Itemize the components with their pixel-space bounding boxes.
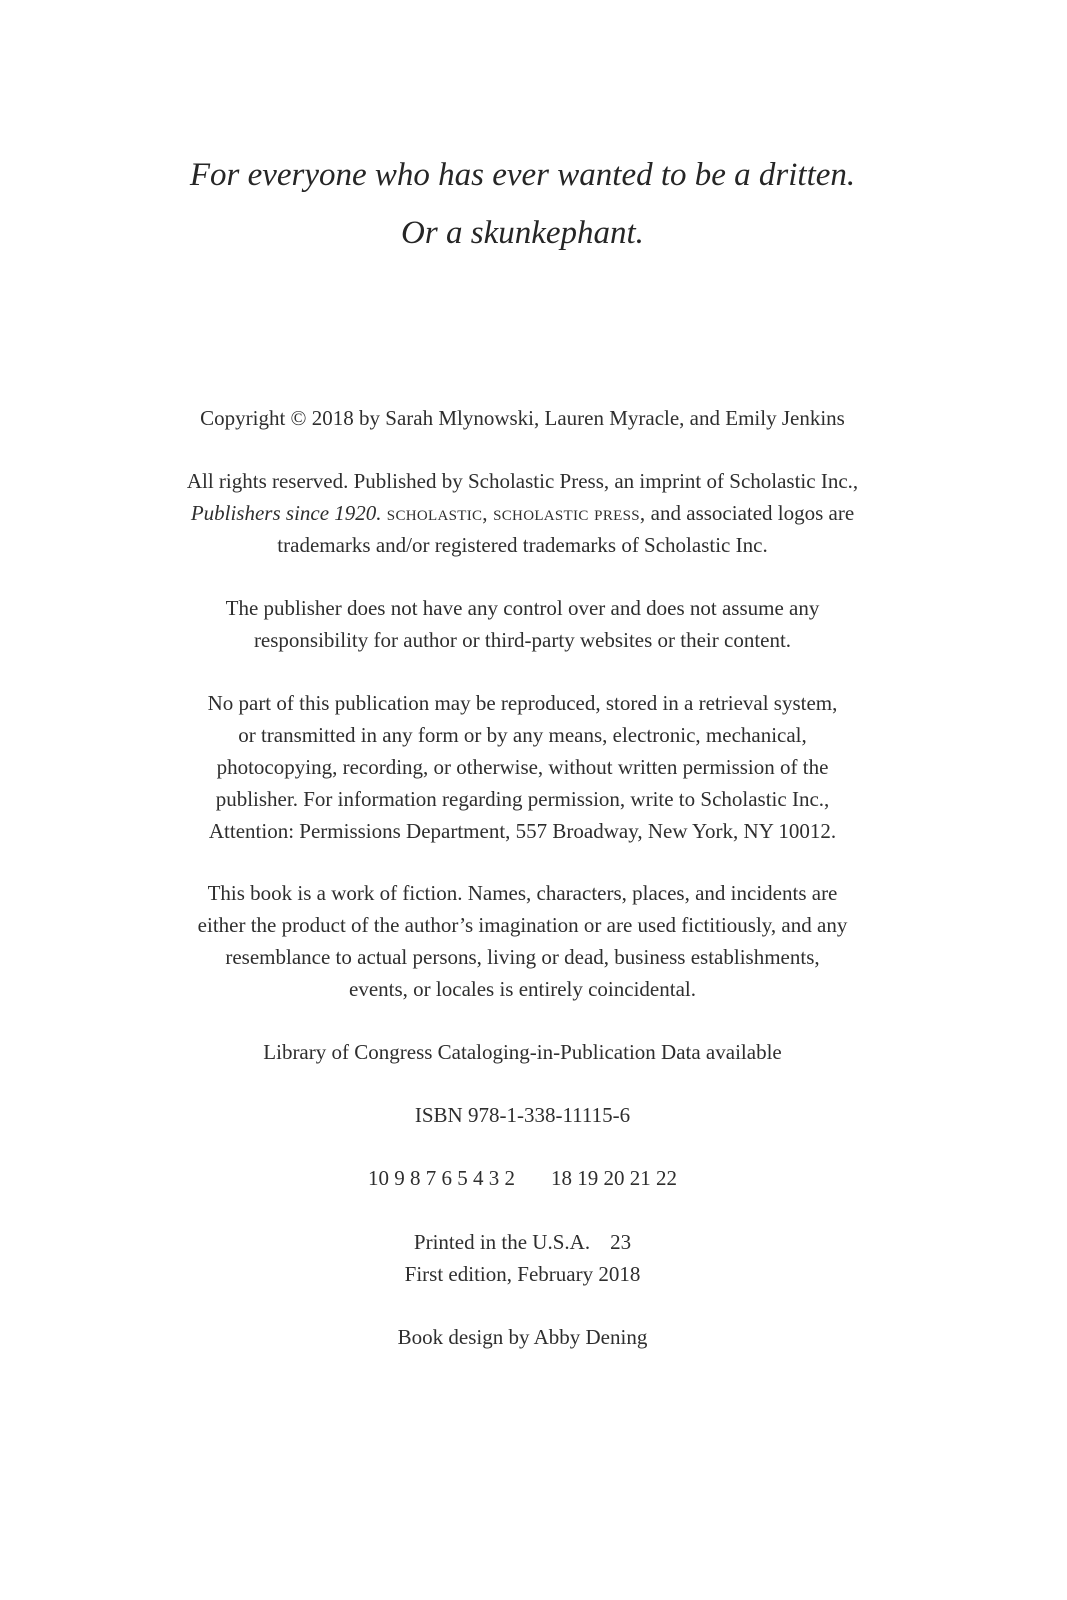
no-part-line-4: publisher. For information regarding permission, write to Scholastic Inc., [215, 787, 830, 811]
no-part-line-3: photocopying, recording, or otherwise, without written permission of the [216, 755, 829, 779]
no-part-line-5: Attention: Permissions Department, 557 Broadway, New York, NY 10012. [208, 819, 837, 843]
printing-years: 18 19 20 21 22 [551, 1166, 677, 1190]
printed-in-line [0, 1226, 1045, 1258]
fiction-line-3: resemblance to actual persons, living or dead, business establishments, [225, 945, 820, 969]
publisher-control-line-1: The publisher does not have any control over and does not assume any [225, 596, 820, 620]
no-part-line-2: or transmitted in any form or by any means, electronic, mechanical, [238, 723, 807, 747]
cip-data: Library of Congress Cataloging-in-Publication Data available [263, 1040, 782, 1064]
printing-numbers: 10 9 8 7 6 5 4 3 2 [368, 1166, 515, 1190]
rights-line-1: All rights reserved. Published by Scholastic Press, an imprint of Scholastic Inc., [186, 469, 859, 493]
dedication-line-2: Or a skunkephant. [401, 215, 644, 251]
isbn: ISBN 978-1-338-11115-6 [414, 1103, 631, 1127]
no-part-line-1: No part of this publication may be reproduced, stored in a retrieval system, [207, 691, 838, 715]
publishers-since: Publishers since 1920. [190, 501, 382, 525]
rights-line-2 [0, 497, 1045, 529]
book-design-credit: Book design by Abby Dening [397, 1325, 648, 1349]
printer-code: 23 [610, 1230, 632, 1254]
rights-line-2-tail: and associated logos are [650, 501, 855, 525]
trademark-scholastic: scholastic, [386, 501, 488, 525]
rights-line-3: trademarks and/or registered trademarks of Scholastic Inc. [277, 533, 768, 557]
trademark-scholastic-press: scholastic press, [493, 501, 646, 525]
publisher-control-line-2: responsibility for author or third-party websites or their content. [253, 628, 792, 652]
dedication-line-1: For everyone who has ever wanted to be a dritten. [189, 157, 856, 193]
printing-line [0, 1162, 1045, 1194]
copyright-notice: Copyright © 2018 by Sarah Mlynowski, Lauren Myracle, and Emily Jenkins [200, 406, 845, 430]
fiction-line-1: This book is a work of fiction. Names, characters, places, and incidents are [207, 881, 838, 905]
printed-country: Printed in the U.S.A. [413, 1230, 591, 1254]
fiction-line-4: events, or locales is entirely coincidental. [349, 977, 696, 1001]
dedication [0, 146, 1045, 262]
first-edition: First edition, February 2018 [404, 1262, 641, 1286]
fiction-line-2: either the product of the author’s imagination or are used fictitiously, and any [197, 913, 848, 937]
